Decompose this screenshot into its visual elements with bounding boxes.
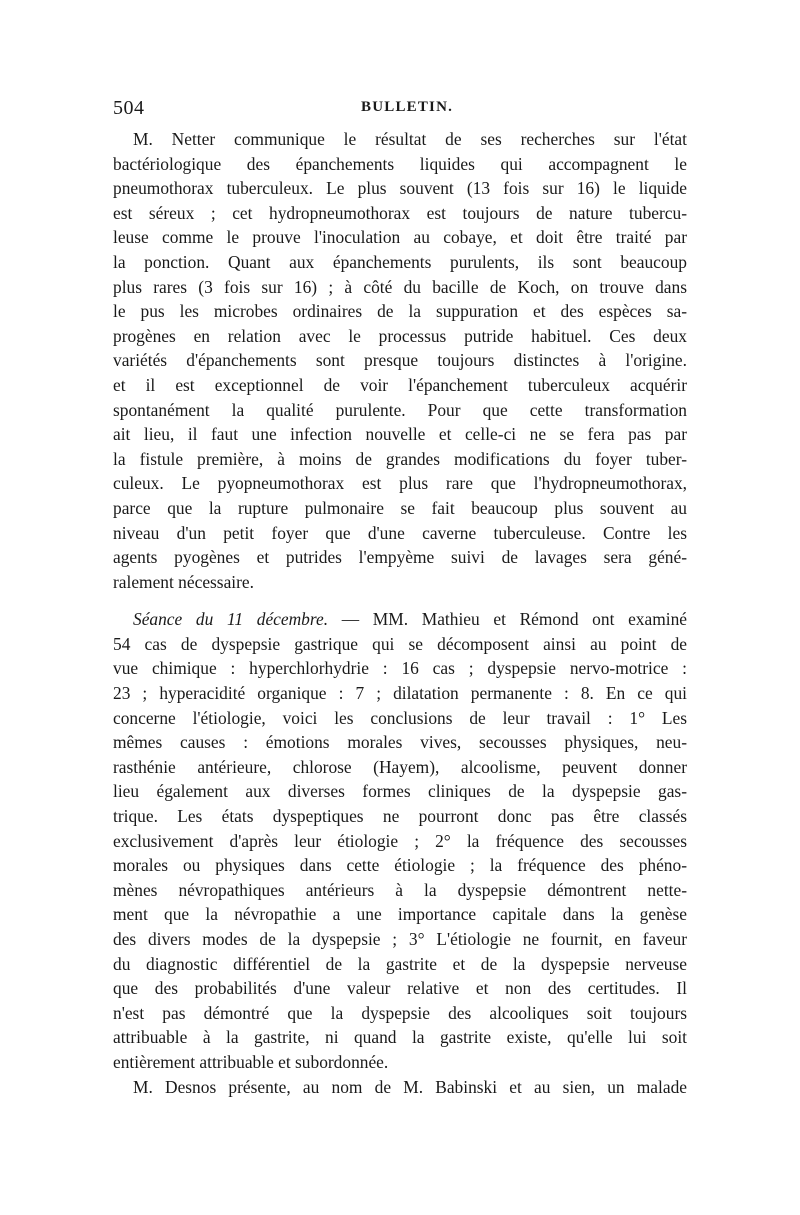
text-line: mènes névropathiques antérieurs à la dyspepsie démontrent nette- — [113, 879, 687, 900]
session-intro: — MM. Mathieu et Rémond ont examiné — [328, 609, 687, 630]
text-line: culeux. Le pyopneumothorax est plus rare que l'hydropneumothorax, — [113, 473, 687, 494]
text-line: des divers modes de la dyspepsie ; 3° L'étiologie ne fournit, en faveur — [113, 929, 687, 949]
text-line: attribuable à la gastrite, ni quand la gastrite existe, qu'elle lui soit — [113, 1027, 687, 1048]
text-line: M. Desnos présente, au nom de M. Babinski et au sien, un malade — [133, 1076, 687, 1097]
text-line: spontanément la qualité purulente. Pour que cette transformation — [113, 399, 687, 420]
session-date: Séance du 11 décembre. — [133, 609, 329, 630]
text-line: variétés d'épanchements sont presque toujours distinctes à l'origine. — [113, 350, 687, 371]
paragraph-desnos — [113, 1075, 687, 1100]
text-line: agents pyogènes et putrides l'empyème suivi de lavages sera géné- — [113, 547, 687, 568]
paragraph-seance — [113, 607, 687, 1074]
text-line: concerne l'étiologie, voici les conclusions de leur travail : 1° Les — [113, 707, 687, 728]
text-line: plus rares (3 fois sur 16) ; à côté du bacille de Koch, on trouve dans — [113, 276, 687, 297]
text-line: ment que la névropathie a une importance capitale dans la genèse — [113, 904, 687, 925]
text-line: et il est exceptionnel de voir l'épanchement tuberculeux acquérir — [113, 374, 687, 395]
text-line: 23 ; hyperacidité organique : 7 ; dilatation permanente : 8. En ce qui — [113, 683, 687, 704]
running-title: BULLETIN. — [361, 99, 454, 115]
text-line: entièrement attribuable et subordonnée. — [113, 1051, 389, 1072]
text-line: trique. Les états dyspeptiques ne pourront donc pas être classés — [113, 806, 687, 827]
text-line: mêmes causes : émotions morales vives, secousses physiques, neu- — [113, 732, 687, 753]
text-line: que des probabilités d'une valeur relative et non des certitudes. Il — [113, 978, 687, 999]
text-line: exclusivement d'après leur étiologie ; 2° la fréquence des secousses — [113, 830, 687, 851]
text-line: la fistule première, à moins de grandes modifications du foyer tuber- — [113, 448, 687, 469]
text-line: parce que la rupture pulmonaire se fait beaucoup plus souvent au — [113, 497, 687, 518]
running-head — [113, 97, 687, 121]
text-line: ralement nécessaire. — [113, 571, 254, 592]
text-line: ait lieu, il faut une infection nouvelle et celle-ci ne se fera pas par — [113, 424, 687, 445]
text-line: progènes en relation avec le processus putride habituel. Ces deux — [113, 325, 687, 346]
text-line: leuse comme le prouve l'inoculation au cobaye, et doit être traité par — [113, 227, 687, 248]
text-line: n'est pas démontré que la dyspepsie des alcooliques soit toujours — [113, 1002, 687, 1023]
text-line: bactériologique des épanchements liquides qui accompagnent le — [113, 153, 687, 174]
text-line: niveau d'un petit foyer que d'une caverne tuberculeuse. Contre les — [113, 522, 687, 543]
text-line: 54 cas de dyspepsie gastrique qui se décomposent ainsi au point de — [113, 633, 687, 654]
text-line: lieu également aux diverses formes cliniques de la dyspepsie gas- — [113, 781, 687, 802]
text-line — [113, 607, 687, 632]
text-line: M. Netter communique le résultat de ses recherches sur l'état — [133, 129, 687, 149]
text-line: du diagnostic différentiel de la gastrite et de la dyspepsie nerveuse — [113, 953, 687, 974]
text-line: la ponction. Quant aux épanchements purulents, ils sont beaucoup — [113, 251, 687, 272]
text-line: pneumothorax tuberculeux. Le plus souvent (13 fois sur 16) le liquide — [113, 178, 687, 199]
page-number: 504 — [113, 97, 145, 119]
text-line: vue chimique : hyperchlorhydrie : 16 cas ; dyspepsie nervo-motrice : — [113, 658, 687, 679]
text-line: est séreux ; cet hydropneumothorax est toujours de nature tubercu- — [113, 202, 687, 223]
paragraph-netter — [113, 127, 687, 594]
text-line: rasthénie antérieure, chlorose (Hayem), alcoolisme, peuvent donner — [113, 756, 687, 777]
body-text — [113, 127, 687, 1099]
text-line: le pus les microbes ordinaires de la suppuration et des espèces sa- — [113, 301, 687, 322]
text-line: morales ou physiques dans cette étiologie ; la fréquence des phéno- — [113, 855, 687, 876]
